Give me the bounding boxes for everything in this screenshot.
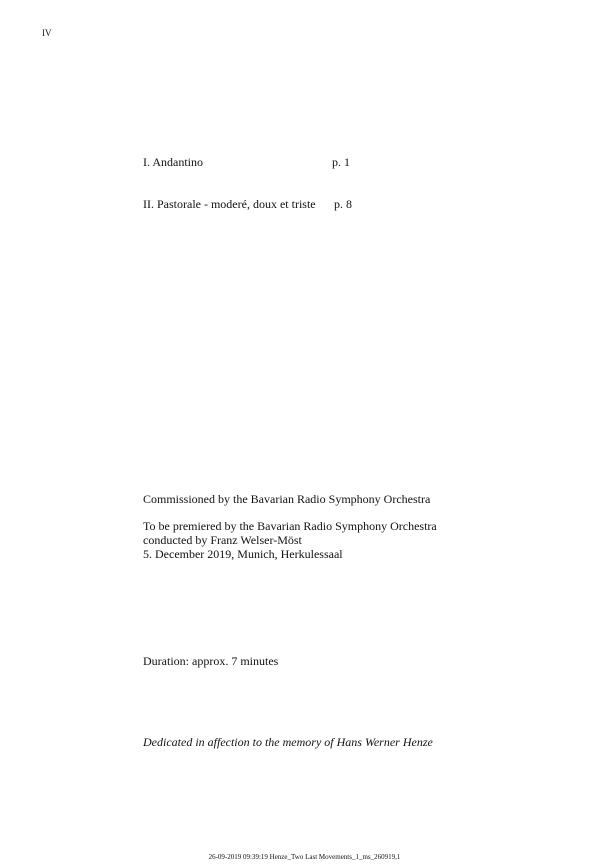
toc-entry-page: p. 8 xyxy=(334,197,352,211)
premiere-line-1: To be premiered by the Bavarian Radio Symphony Orchestra xyxy=(143,519,437,533)
dedication: Dedicated in affection to the memory of Hans Werner Henze xyxy=(143,735,433,749)
premiere-line-3: 5. December 2019, Munich, Herkulessaal xyxy=(143,547,343,561)
footer-stamp: 26-09-2019 09:39:19 Henze_Two Last Movements_1_ms_260919,1 xyxy=(208,853,401,861)
toc-entry-title: II. Pastorale - moderé, doux et triste xyxy=(143,197,316,211)
premiere-line-2: conducted by Franz Welser-Möst xyxy=(143,533,302,547)
toc-entry-title: I. Andantino xyxy=(143,155,203,169)
toc-entry-2 xyxy=(143,197,363,213)
commission-note: Commissioned by the Bavarian Radio Symphony Orchestra xyxy=(143,492,431,506)
toc-entry-1 xyxy=(143,155,363,171)
toc-entry-page: p. 1 xyxy=(332,155,350,169)
duration: Duration: approx. 7 minutes xyxy=(143,654,279,668)
page-number: IV xyxy=(42,28,52,38)
